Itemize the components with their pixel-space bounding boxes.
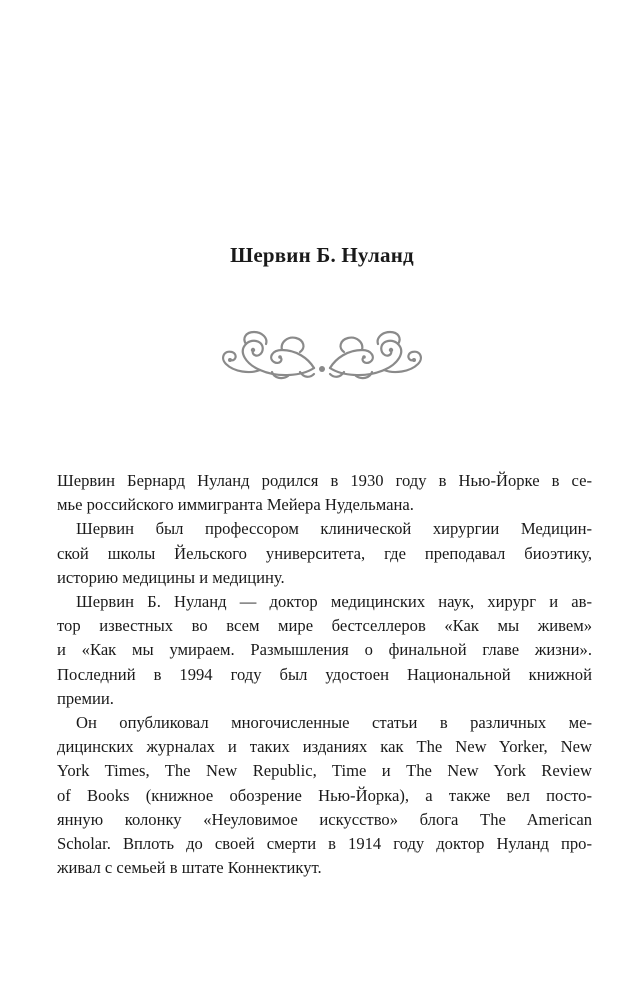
text-line: York Times, The New Republic, Time и The New York Review [57,761,592,781]
text-line: премии. [57,688,114,708]
text-line: и «Как мы умираем. Размышления о финальной главе жизни». [57,640,592,660]
text-line: тор известных во всем мире бестселлеров «Как мы живем» [57,616,592,636]
text-line: историю медицины и медицину. [57,567,285,587]
biography-text [57,469,592,880]
text-line: янную колонку «Неуловимое искусство» блога The American [57,809,592,829]
text-line: Последний в 1994 году был удостоен Национальной книжной [57,664,592,684]
page-title: Шервин Б. Нуланд [230,243,414,267]
text-line: Шервин Бернард Нуланд родился в 1930 году в Нью-Йорке в се- [57,471,592,490]
text-line: Шервин был профессором клинической хирургии Медицин- [76,519,592,539]
floral-divider-icon [216,328,428,382]
text-line: Шервин Б. Нуланд — доктор медицинских наук, хирург и ав- [76,592,592,612]
text-line: дицинских журналах и таких изданиях как The New Yorker, New [57,737,592,757]
text-line: Он опубликовал многочисленные статьи в различных ме- [76,713,592,733]
text-line: ской школы Йельского университета, где преподавал биоэтику, [57,543,592,563]
text-line: живал с семьей в штате Коннектикут. [57,858,322,878]
text-line: Scholar. Вплоть до своей смерти в 1914 году доктор Нуланд про- [57,834,592,854]
text-line: мье российского иммигранта Мейера Нудельмана. [57,495,414,515]
text-line: of Books (книжное обозрение Нью-Йорка), а также вел посто- [57,785,592,805]
